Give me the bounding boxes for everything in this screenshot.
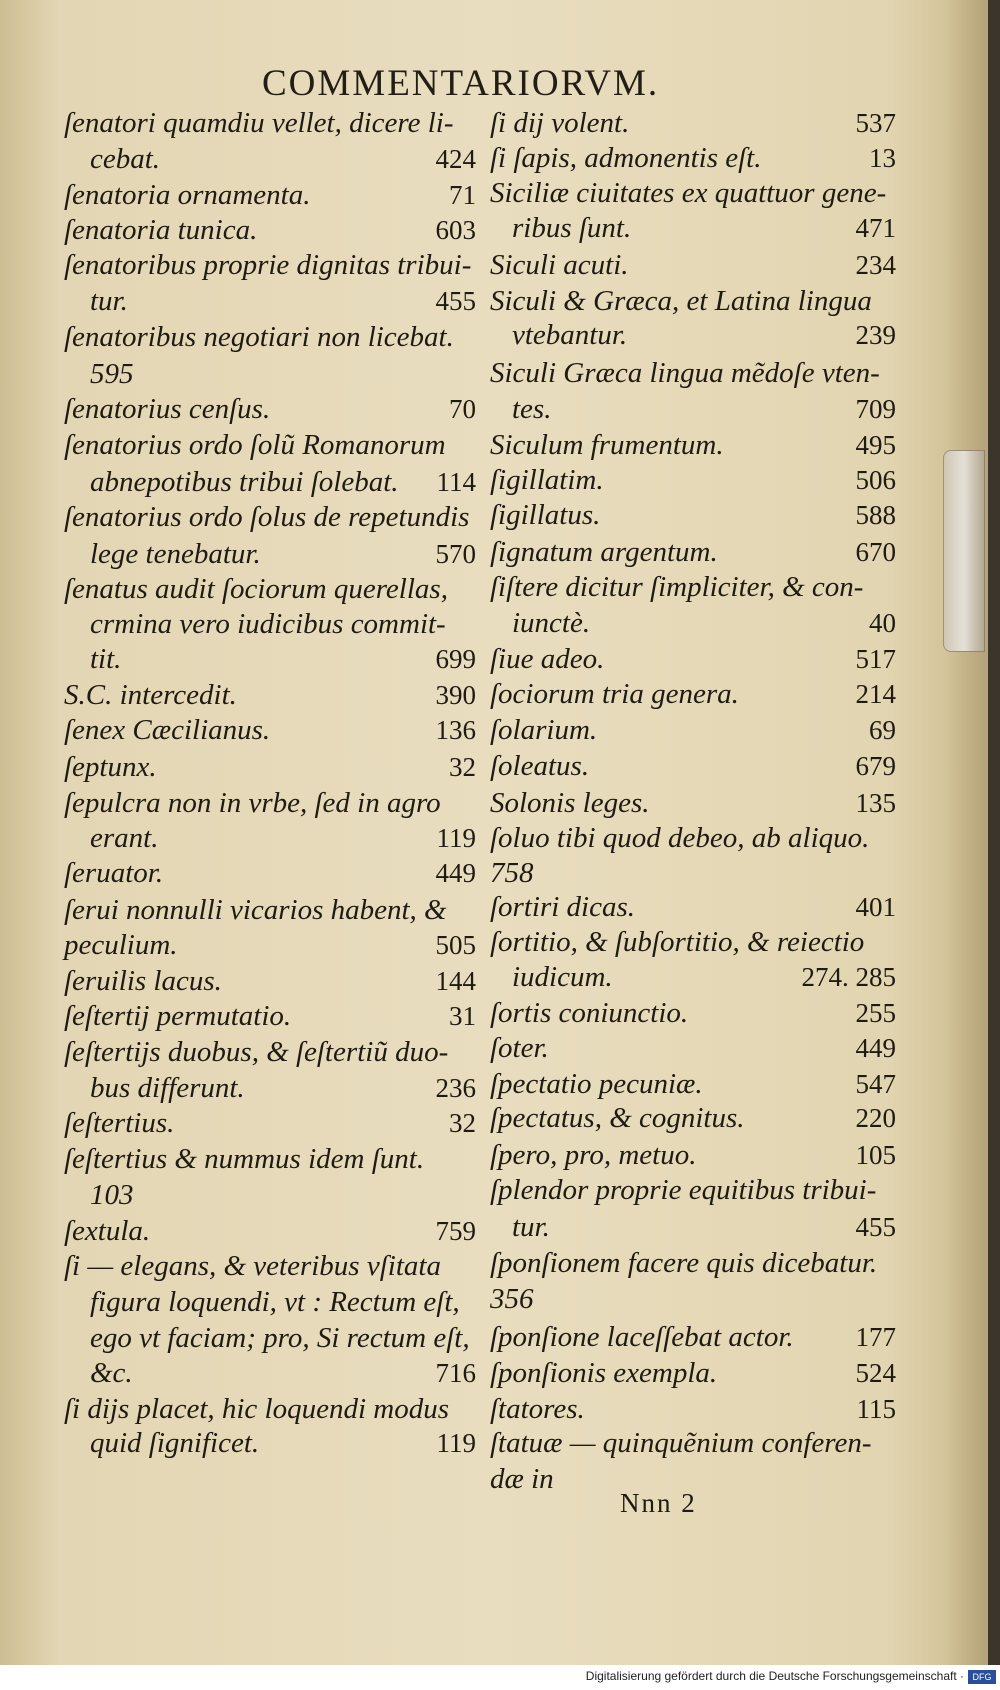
left-entry-text: ſenatorius ordo ſolus de repetundis bbox=[64, 501, 470, 533]
left-entry-page-number: 144 bbox=[435, 966, 476, 996]
left-entry-text: ſenatoria ornamenta. bbox=[64, 179, 311, 211]
right-entry-page-number: 537 bbox=[855, 108, 896, 138]
left-entry-text: ſenatoribus negotiari non licebat. bbox=[64, 321, 454, 353]
right-entry-text: iunctè. bbox=[512, 607, 591, 639]
left-entry-text: ſeſtertius. bbox=[64, 1107, 175, 1139]
left-entry-text: peculium. bbox=[64, 929, 178, 961]
signature-mark: Nnn 2 bbox=[620, 1488, 697, 1518]
left-entry-page-number: 449 bbox=[435, 858, 476, 888]
right-entry-text: Siciliæ ciuitates ex quattuor gene- bbox=[490, 177, 887, 209]
right-entry-page-number: 69 bbox=[869, 715, 896, 745]
right-entry-page-number: 239 bbox=[855, 320, 896, 350]
left-entry-text: erant. bbox=[90, 822, 159, 854]
left-entry-text: 103 bbox=[90, 1179, 134, 1211]
dfg-logo: DFG bbox=[968, 1670, 996, 1684]
left-entry-text: ſeptunx. bbox=[64, 751, 157, 783]
left-entry-page-number: 119 bbox=[436, 1428, 476, 1458]
left-entry-page-number: 505 bbox=[435, 930, 476, 960]
left-entry-text: ſeruilis lacus. bbox=[64, 965, 222, 997]
left-entry-page-number: 31 bbox=[449, 1001, 476, 1031]
left-entry-text: ſenatori quamdiu vellet, dicere li- bbox=[64, 107, 454, 139]
left-entry-text: ſeruator. bbox=[64, 857, 164, 889]
left-entry-text: ſeſtertij permutatio. bbox=[64, 1000, 292, 1032]
left-entry-page-number: 136 bbox=[435, 715, 476, 745]
left-entry-text: 595 bbox=[90, 358, 134, 390]
right-entry-text: dæ in bbox=[490, 1463, 554, 1495]
right-entry-page-number: 13 bbox=[869, 143, 896, 173]
right-entry-text: ſigillatim. bbox=[490, 464, 604, 496]
right-entry-text: vtebantur. bbox=[512, 319, 628, 351]
right-entry-page-number: 177 bbox=[855, 1322, 896, 1352]
right-entry-text: ſortiri dicas. bbox=[490, 891, 636, 923]
right-entry-text: 356 bbox=[490, 1283, 534, 1315]
right-entry-text: Siculum frumentum. bbox=[490, 429, 724, 461]
right-entry-page-number: 401 bbox=[855, 892, 896, 922]
footer-credit: Digitalisierung gefördert durch die Deutsche Forschungsgemeinschaft · bbox=[585, 1669, 964, 1683]
left-entry-text: ſi dijs placet, hic loquendi modus bbox=[64, 1393, 450, 1425]
right-entry-text: ſpectatus, & cognitus. bbox=[490, 1102, 745, 1134]
right-entry-text: ſponſionis exempla. bbox=[490, 1357, 718, 1389]
left-entry-page-number: 119 bbox=[436, 823, 476, 853]
right-entry-text: ſortitio, & ſubſortitio, & reiectio bbox=[490, 926, 865, 958]
right-entry-text: ſpero, pro, metuo. bbox=[490, 1139, 697, 1171]
right-entry-page-number: 588 bbox=[855, 500, 896, 530]
right-entry-text: Siculi Græca lingua mẽdoſe vten- bbox=[490, 357, 880, 389]
right-entry-page-number: 679 bbox=[855, 751, 896, 781]
left-entry-text: ſeſtertijs duobus, & ſeſtertiũ duo- bbox=[64, 1036, 449, 1068]
right-entry-page-number: 220 bbox=[855, 1103, 896, 1133]
left-entry-text: ſi — elegans, & veteribus vſitata bbox=[64, 1250, 441, 1282]
right-entry-text: ſi ſapis, admonentis eſt. bbox=[490, 142, 762, 174]
right-entry-text: ſigillatus. bbox=[490, 499, 601, 531]
left-entry-text: &c. bbox=[90, 1357, 133, 1389]
left-entry-page-number: 424 bbox=[435, 144, 476, 174]
right-entry-text: 758 bbox=[490, 857, 534, 889]
left-entry-page-number: 236 bbox=[435, 1073, 476, 1103]
right-entry-text: ſponſione laceſſebat actor. bbox=[490, 1321, 794, 1353]
right-entry-text: ſolarium. bbox=[490, 714, 598, 746]
right-entry-text: ſignatum argentum. bbox=[490, 536, 718, 568]
left-entry-text: ſenex Cæcilianus. bbox=[64, 714, 271, 746]
right-entry-text: ſpectatio pecuniæ. bbox=[490, 1068, 703, 1100]
right-entry-page-number: 455 bbox=[855, 1212, 896, 1242]
left-entry-page-number: 759 bbox=[435, 1216, 476, 1246]
left-entry-page-number: 390 bbox=[435, 680, 476, 710]
left-entry-text: ſextula. bbox=[64, 1215, 151, 1247]
right-entry-text: Siculi acuti. bbox=[490, 249, 629, 281]
right-entry-text: ſtatores. bbox=[490, 1393, 585, 1425]
left-entry-text: lege tenebatur. bbox=[90, 538, 261, 570]
right-entry-page-number: 214 bbox=[855, 679, 896, 709]
right-entry-page-number: 495 bbox=[855, 430, 896, 460]
left-entry-page-number: 699 bbox=[435, 644, 476, 674]
footer-bar bbox=[0, 1665, 1000, 1690]
right-entry-page-number: 234 bbox=[855, 250, 896, 280]
left-entry-page-number: 70 bbox=[449, 394, 476, 424]
left-entry-text: abnepotibus tribui ſolebat. bbox=[90, 466, 399, 498]
left-entry-text: ſerui nonnulli vicarios habent, & bbox=[64, 894, 447, 926]
right-entry-page-number: 274. 285 bbox=[801, 962, 896, 992]
left-entry-text: ſenatorius ordo ſolũ Romanorum bbox=[64, 429, 446, 461]
right-entry-text: tes. bbox=[512, 393, 552, 425]
left-entry-text: ſeſtertius & nummus idem ſunt. bbox=[64, 1143, 425, 1175]
right-entry-page-number: 547 bbox=[855, 1069, 896, 1099]
right-entry-page-number: 506 bbox=[855, 465, 896, 495]
left-entry-text: ſenatus audit ſociorum querellas, bbox=[64, 573, 448, 605]
left-entry-text: figura loquendi, vt : Rectum eſt, bbox=[90, 1286, 460, 1318]
page-clip bbox=[943, 450, 985, 652]
right-entry-page-number: 670 bbox=[855, 537, 896, 567]
right-entry-text: ſoleatus. bbox=[490, 750, 590, 782]
left-entry-text: tit. bbox=[90, 643, 122, 675]
left-entry-text: ego vt faciam; pro, Si rectum eſt, bbox=[90, 1322, 470, 1354]
right-entry-page-number: 255 bbox=[855, 998, 896, 1028]
running-header: COMMENTARIORVM. bbox=[262, 63, 660, 104]
left-entry-page-number: 455 bbox=[435, 286, 476, 316]
left-entry-text: ſenatoria tunica. bbox=[64, 214, 258, 246]
left-entry-text: cebat. bbox=[90, 143, 161, 175]
right-entry-text: ribus ſunt. bbox=[512, 212, 632, 244]
left-entry-page-number: 32 bbox=[449, 1108, 476, 1138]
left-entry-text: bus differunt. bbox=[90, 1072, 245, 1104]
right-entry-text: ſoluo tibi quod debeo, ab aliquo. bbox=[490, 822, 870, 854]
left-entry-page-number: 716 bbox=[435, 1358, 476, 1388]
left-entry-text: S.C. intercedit. bbox=[64, 679, 237, 711]
right-entry-page-number: 105 bbox=[855, 1140, 896, 1170]
left-entry-page-number: 114 bbox=[436, 467, 476, 497]
right-entry-text: ſociorum tria genera. bbox=[490, 678, 739, 710]
right-entry-page-number: 115 bbox=[856, 1394, 896, 1424]
left-entry-text: crmina vero iudicibus commit- bbox=[90, 608, 446, 640]
right-entry-text: ſortis coniunctio. bbox=[490, 997, 689, 1029]
right-entry-page-number: 40 bbox=[869, 608, 896, 638]
right-entry-text: ſi dij volent. bbox=[490, 107, 630, 139]
right-entry-text: Siculi & Græca, et Latina lingua bbox=[490, 285, 872, 317]
right-entry-text: ſiſtere dicitur ſimpliciter, & con- bbox=[490, 571, 864, 603]
left-entry-text: tur. bbox=[90, 285, 128, 317]
right-entry-text: Solonis leges. bbox=[490, 787, 650, 819]
right-entry-page-number: 517 bbox=[855, 644, 896, 674]
left-entry-page-number: 71 bbox=[449, 180, 476, 210]
left-entry-page-number: 603 bbox=[435, 215, 476, 245]
right-entry-page-number: 709 bbox=[855, 394, 896, 424]
right-entry-text: iudicum. bbox=[512, 961, 613, 993]
left-entry-text: ſenatoribus proprie dignitas tribui- bbox=[64, 249, 472, 281]
right-entry-text: ſoter. bbox=[490, 1032, 549, 1064]
right-entry-page-number: 449 bbox=[855, 1033, 896, 1063]
right-entry-text: tur. bbox=[512, 1211, 550, 1243]
right-entry-text: ſponſionem facere quis dicebatur. bbox=[490, 1247, 878, 1279]
left-entry-text: ſenatorius cenſus. bbox=[64, 393, 271, 425]
right-entry-text: ſiue adeo. bbox=[490, 643, 605, 675]
right-entry-text: ſtatuæ — quinquẽnium conferen- bbox=[490, 1427, 872, 1459]
left-entry-page-number: 570 bbox=[435, 539, 476, 569]
right-entry-page-number: 524 bbox=[855, 1358, 896, 1388]
left-entry-text: quid ſignificet. bbox=[90, 1427, 260, 1459]
left-entry-page-number: 32 bbox=[449, 752, 476, 782]
right-entry-text: ſplendor proprie equitibus tribui- bbox=[490, 1174, 877, 1206]
right-entry-page-number: 471 bbox=[855, 213, 896, 243]
left-entry-text: ſepulcra non in vrbe, ſed in agro bbox=[64, 787, 441, 819]
right-entry-page-number: 135 bbox=[855, 788, 896, 818]
